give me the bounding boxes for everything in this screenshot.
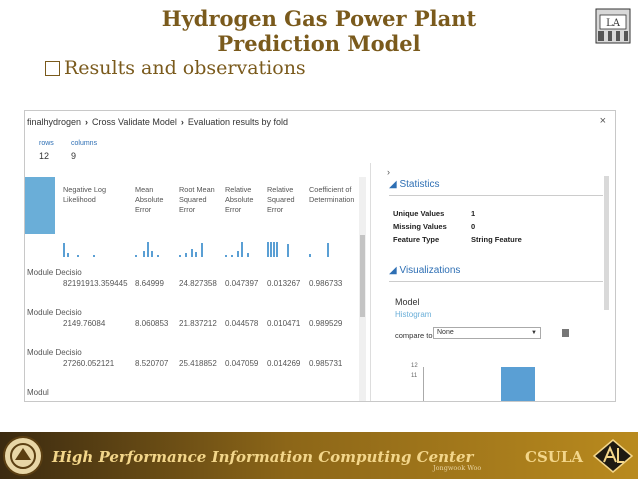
rows-value: 12 [39, 151, 50, 161]
table-cell: 0.044578 [225, 319, 259, 328]
details-pane [375, 163, 615, 401]
section-divider [389, 195, 603, 196]
collapse-triangle-icon: ◢ [389, 265, 400, 276]
right-pane-scrollbar[interactable] [604, 176, 609, 310]
title-line-1: Hydrogen Gas Power Plant [161, 6, 477, 31]
column-histogram[interactable] [225, 239, 255, 257]
row-label: Modul [27, 388, 49, 397]
row-label: Module Decisio [27, 308, 82, 317]
histogram-bar [501, 367, 535, 401]
bullet-text: Results and observations [64, 57, 306, 79]
stat-value: String Feature [471, 235, 522, 244]
footer-school: CSULA [525, 448, 584, 466]
row-label: Module Decisio [27, 268, 82, 277]
table-cell: 24.827358 [179, 279, 217, 288]
chevron-right-icon[interactable]: › [387, 167, 390, 177]
table-cell: 0.989529 [309, 319, 343, 328]
compare-to-select[interactable] [433, 327, 541, 339]
chevron-right-icon: › [85, 117, 89, 127]
stat-key: Unique Values [393, 209, 445, 218]
table-cell: 2149.76084 [63, 319, 106, 328]
csula-building-logo [594, 3, 632, 45]
breadcrumb-item-experiment[interactable]: finalhydrogen [27, 117, 82, 127]
y-tick-label: 11 [411, 373, 418, 379]
section-divider [389, 281, 603, 282]
dropdown-arrow-icon: ▼ [531, 330, 537, 336]
slide-footer [0, 432, 638, 479]
csula-golden-eagles-logo-icon [592, 436, 634, 476]
checkbox-bullet-icon [45, 61, 60, 76]
compare-to-label: compare to [395, 331, 433, 340]
column-header[interactable]: Negative Log Likelihood [63, 185, 107, 204]
column-histogram[interactable] [63, 239, 103, 257]
bullet-item [45, 57, 306, 79]
columns-value: 9 [71, 151, 77, 161]
table-cell: 82191913.359445 [63, 279, 128, 288]
column-histogram[interactable] [135, 239, 165, 257]
title-line-2: Prediction Model [217, 31, 421, 56]
stat-value: 0 [471, 222, 476, 231]
footer-center-name: High Performance Information Computing Center [52, 448, 474, 466]
column-header[interactable]: Root Mean Squared Error [179, 185, 215, 214]
table-cell: 8.520707 [135, 359, 169, 368]
table-cell: 0.010471 [267, 319, 301, 328]
rows-label: rows [39, 140, 54, 147]
stat-key: Missing Values [393, 222, 447, 231]
table-cell: 0.013267 [267, 279, 301, 288]
collapse-triangle-icon: ◢ [389, 179, 400, 190]
visualizations-section-header[interactable]: ◢ Visualizations [389, 265, 461, 276]
statistics-section-header[interactable]: ◢ Statistics [389, 179, 440, 190]
table-scrollbar-thumb[interactable] [360, 235, 365, 317]
column-header[interactable]: Mean Absolute Error [135, 185, 164, 214]
table-cell: 8.64999 [135, 279, 164, 288]
column-header[interactable]: Coefficient of Determination [309, 185, 355, 204]
selected-column-header[interactable] [25, 177, 55, 234]
footer-author: Jongwook Woo [433, 464, 482, 472]
table-cell: 0.985731 [309, 359, 343, 368]
table-cell: 27260.052121 [63, 359, 115, 368]
chevron-right-icon: › [180, 117, 184, 127]
column-histogram[interactable] [309, 239, 339, 257]
results-table [25, 173, 365, 401]
y-axis [423, 367, 424, 401]
stat-key: Feature Type [393, 235, 440, 244]
breadcrumb-item-module[interactable]: Cross Validate Model [92, 117, 177, 127]
table-cell: 0.986733 [309, 279, 343, 288]
table-cell: 21.837212 [179, 319, 217, 328]
y-tick-label: 12 [411, 363, 418, 369]
column-histogram[interactable] [179, 239, 209, 257]
table-cell: 0.014269 [267, 359, 301, 368]
stat-value: 1 [471, 209, 476, 218]
column-header[interactable]: Relative Squared Error [267, 185, 295, 214]
histogram-chart [405, 363, 545, 401]
breadcrumb [27, 117, 288, 127]
compare-to-value: None [437, 329, 454, 336]
logo-text: LA [606, 18, 620, 29]
breadcrumb-item-output: Evaluation results by fold [187, 117, 288, 127]
table-cell: 8.060853 [135, 319, 169, 328]
model-label: Model [395, 297, 420, 307]
row-label: Module Decisio [27, 348, 82, 357]
pane-divider [370, 163, 371, 401]
university-seal-icon [3, 436, 43, 476]
slide-title [0, 6, 638, 56]
column-histogram[interactable] [267, 239, 297, 257]
column-header[interactable]: Relative Absolute Error [225, 185, 254, 214]
table-cell: 0.047397 [225, 279, 259, 288]
table-cell: 25.418852 [179, 359, 217, 368]
columns-label: columns [71, 140, 98, 147]
close-icon[interactable]: × [599, 115, 606, 127]
evaluation-results-window [24, 110, 616, 402]
table-cell: 0.047059 [225, 359, 259, 368]
histogram-label[interactable]: Histogram [395, 310, 432, 319]
copy-icon[interactable] [562, 329, 569, 337]
